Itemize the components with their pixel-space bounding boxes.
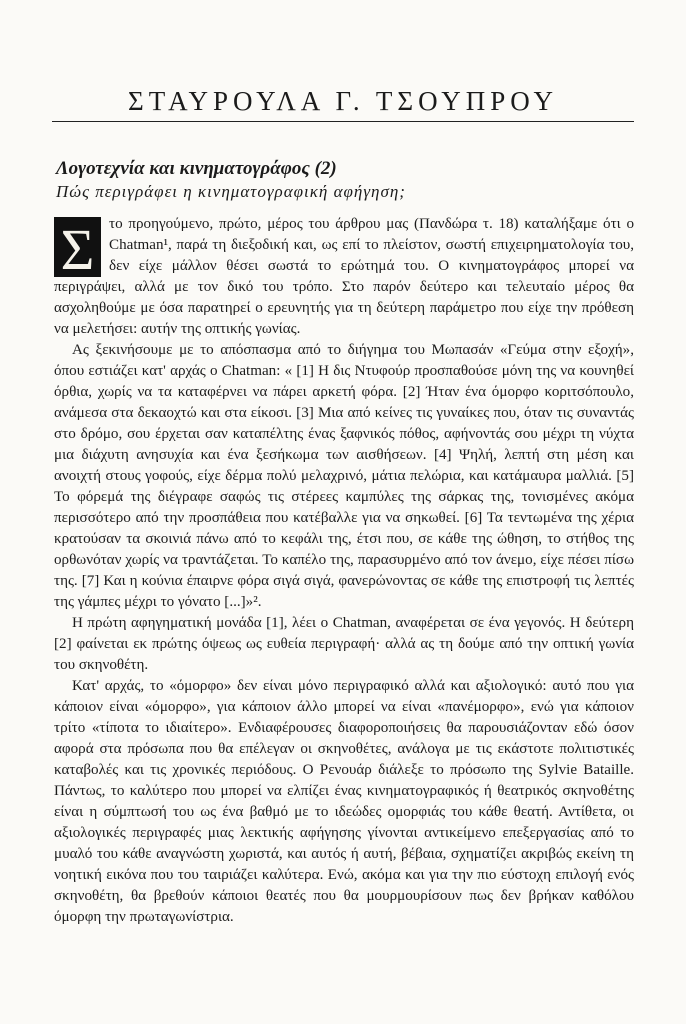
article-subtitle: Πώς περιγράφει η κινηματογραφική αφήγηση;	[56, 182, 406, 201]
paragraph-1-text: το προηγούμενο, πρώτο, μέρος του άρθρου μας (Πανδώρα τ. 18) καταλήξαμε ότι ο Chatman¹, παρά τη διεξοδική και, ως επί το πλείστον, σωστή επιχειρηματολογία του, δεν είχε μάλλον θέσει σωστά το ερώτημά του. Ο κινηματογράφος μπορεί να περιγράψει, αλλά με τον δικό του τρόπο. Στο παρόν δεύτερο και τελευταίο μέρος θα ασχοληθούμε με όσα παρατηρεί ο ερευνητής για τη δεύτερη παράμετρο που είχε την πρόθεση να μελετήσει: αυτήν της οπτικής γωνίας.	[54, 216, 634, 337]
article-body	[54, 214, 634, 928]
paragraph-4: Κατ' αρχάς, το «όμορφο» δεν είναι μόνο περιγραφικό αλλά και αξιολογικό: αυτό που για κάποιον είναι «όμορφο», για κάποιον άλλο μπορεί να είναι «πανέμορφο», ενώ για κάποιον τρίτο «τίποτα το ιδιαίτερο». Ενδιαφέρουσες διαφοροποιήσεις θα παρουσιάζονταν εδώ όσον αφορά στα πρόσωπα που θα επέλεγαν οι σκηνοθέτες, ανάλογα με τις εκάστοτε πολιτιστικές καταβολές και τις χρονικές περιόδους. Ο Ρενουάρ διάλεξε το πρόσωπο της Sylvie Bataille. Πάντως, το καλύτερο που μπορεί να ελπίζει ένας κινηματογραφικός ή θεατρικός σκηνοθέτης είναι η σύμπτωσή του ως ένα βαθμό με το ιδεώδες ομορφιάς του κάθε θεατή. Αντίθετα, οι αξιολογικές περιγραφές μιας λεκτικής αφήγησης γίνονται αντικείμενο επεξεργασίας από το μυαλό του κάθε αναγνώστη χωριστά, και αυτός ή αυτή, βέβαια, σχηματίζει ακριβώς εκείνη τη νοητική εικόνα που του ταιριάζει καλύτερα. Ενώ, ακόμα και για την πιο εύστοχη επιλογή ενός σκηνοθέτη, θα βρεθούν κάποιοι θεατές που θα μουρμουρίσουν πως δεν βρήκαν καθόλου όμορφη την πρωταγωνίστρια.	[54, 678, 634, 925]
paragraph-2: Ας ξεκινήσουμε με το απόσπασμα από το διήγημα του Μωπασάν «Γεύμα στην εξοχή», όπου εστιάζει κατ' αρχάς ο Chatman: « [1] Η δις Ντυφούρ προσπαθούσε μόνη της να κουνηθεί όρθια, χωρίς να τα καταφέρνει να πάρει αρκετή φόρα. [2] Ήταν ένα όμορφο κοριτσόπουλο, ανάμεσα στα δεκαοχτώ και στα είκοσι. [3] Μια από κείνες τις γυναίκες που, όταν τις συναντάς στο δρόμο, σου έρχεται σαν καταπέλτης ένας ξαφνικός πόθος, αφήνοντάς σου μέχρι τη νύχτα μια διάχυτη ανησυχία και ένα ξεσήκωμα των αισθήσεων. [4] Ψηλή, λεπτή στη μέση και ανοιχτή στους γοφούς, είχε δέρμα πολύ μελαχρινό, μάτια πελώρια, και κατάμαυρα μαλλιά. [5] Το φόρεμά της διέγραφε σαφώς τις στέρεες καμπύλες της σάρκας της, τονισμένες ακόμα περισσότερο από την προσπάθεια που κατέβαλλε για να σηκωθεί. [6] Τα τεντωμένα της χέρια κρατούσαν τα σκοινιά πάνω από το κεφάλι της, έτσι που, σε κάθε της ώθηση, το στήθος της ορθωνόταν χωρίς να τραντάζεται. Το καπέλο της, παρασυρμένο από τον άνεμο, είχε πέσει πίσω της. [7] Και η κούνια έπαιρνε φόρα σιγά σιγά, φανερώνοντας σε κάθε της επιστροφή τις λεπτές της γάμπες μέχρι το γόνατο [...]»².	[54, 342, 634, 610]
paragraph-3: Η πρώτη αφηγηματική μονάδα [1], λέει ο Chatman, αναφέρεται σε ένα γεγονός. Η δεύτερη [2] φαίνεται εκ πρώτης όψεως ως ευθεία περιγραφή· αλλά ας τη δούμε από την οπτική γωνία του σκηνοθέτη.	[54, 615, 634, 673]
author-header: ΣΤΑΥΡΟΥΛΑ Γ. ΤΣΟΥΠΡΟΥ	[128, 86, 558, 116]
header-rule	[52, 121, 634, 122]
paragraph-1	[54, 214, 634, 340]
drop-cap-letter: Σ	[60, 217, 95, 277]
article-title: Λογοτεχνία και κινηματογράφος (2)	[56, 158, 337, 179]
drop-cap	[54, 217, 101, 277]
